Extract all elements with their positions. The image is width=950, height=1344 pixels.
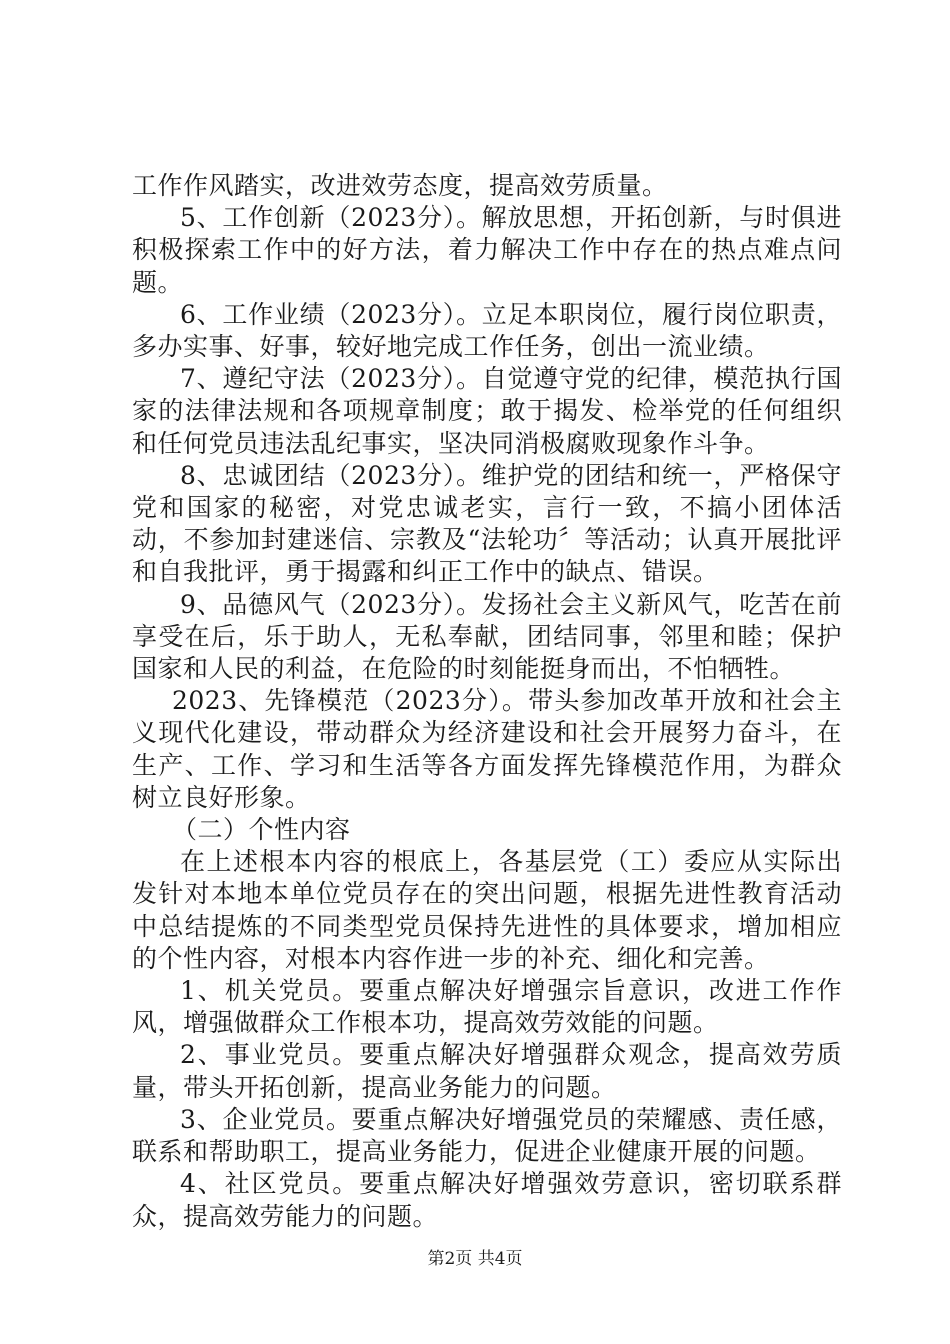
page-number-footer: 第2页 共4页 xyxy=(427,1249,523,1269)
paragraph-item-5: 5、工作创新（2023分）。解放思想，开拓创新，与时俱进积极探索工作中的好方法，着力解决工作中存在的热点难点问题。 xyxy=(132,203,842,297)
paragraph-item-10: 2023、先锋模范（2023分）。带头参加改革开放和社会主义现代化建设，带动群众为经济建设和社会开展努力奋斗，在生产、工作、学习和生活等各方面发挥先锋模范作用，为群众树立良好形象。 xyxy=(132,686,842,812)
paragraph-item-8: 8、忠诚团结（2023分）。维护党的团结和统一，严格保守党和国家的秘密，对党忠诚老实，言行一致，不搞小团体活动，不参加封建迷信、宗教及“法轮功〞等活动；认真开展批评和自我批评，勇于揭露和纠正工作中的缺点、错误。 xyxy=(132,460,842,587)
document-body xyxy=(132,170,842,1233)
paragraph-intro: 在上述根本内容的根底上，各基层党（工）委应从实际出发针对本地本单位党员存在的突出问题，根据先进性教育活动中总结提炼的不同类型党员保持先进性的具体要求，增加相应的个性内容，对根本内容作进一步的补充、细化和完善。 xyxy=(132,847,842,973)
paragraph-item-9: 9、品德风气（2023分）。发扬社会主义新风气，吃苦在前享受在后，乐于助人，无私奉献，团结同事，邻里和睦；保护国家和人民的利益，在危险的时刻能挺身而出，不怕牺牲。 xyxy=(132,589,842,684)
paragraph-item-7: 7、遵纪守法（2023分）。自觉遵守党的纪律，模范执行国家的法律法规和各项规章制度；敢于揭发、检举党的任何组织和任何党员违法乱纪事实，坚决同消极腐败现象作斗争。 xyxy=(132,364,842,458)
paragraph-continuation: 工作作风踏实，改进效劳态度，提高效劳质量。 xyxy=(132,171,668,200)
paragraph-sub-4: 4、社区党员。要重点解决好增强效劳意识，密切联系群众，提高效劳能力的问题。 xyxy=(132,1169,842,1231)
paragraph-sub-2: 2、事业党员。要重点解决好增强群众观念，提高效劳质量，带头开拓创新，提高业务能力的问题。 xyxy=(132,1040,842,1102)
paragraph-sub-1: 1、机关党员。要重点解决好增强宗旨意识，改进工作作风，增强做群众工作根本功，提高效劳效能的问题。 xyxy=(132,976,842,1038)
paragraph-sub-3: 3、企业党员。要重点解决好增强党员的荣耀感、责任感，联系和帮助职工，提高业务能力，促进企业健康开展的问题。 xyxy=(132,1104,842,1167)
paragraph-item-6: 6、工作业绩（2023分）。立足本职岗位，履行岗位职责，多办实事、好事，较好地完成工作任务，创出一流业绩。 xyxy=(132,299,842,362)
section-heading: （二）个性内容 xyxy=(172,815,351,845)
